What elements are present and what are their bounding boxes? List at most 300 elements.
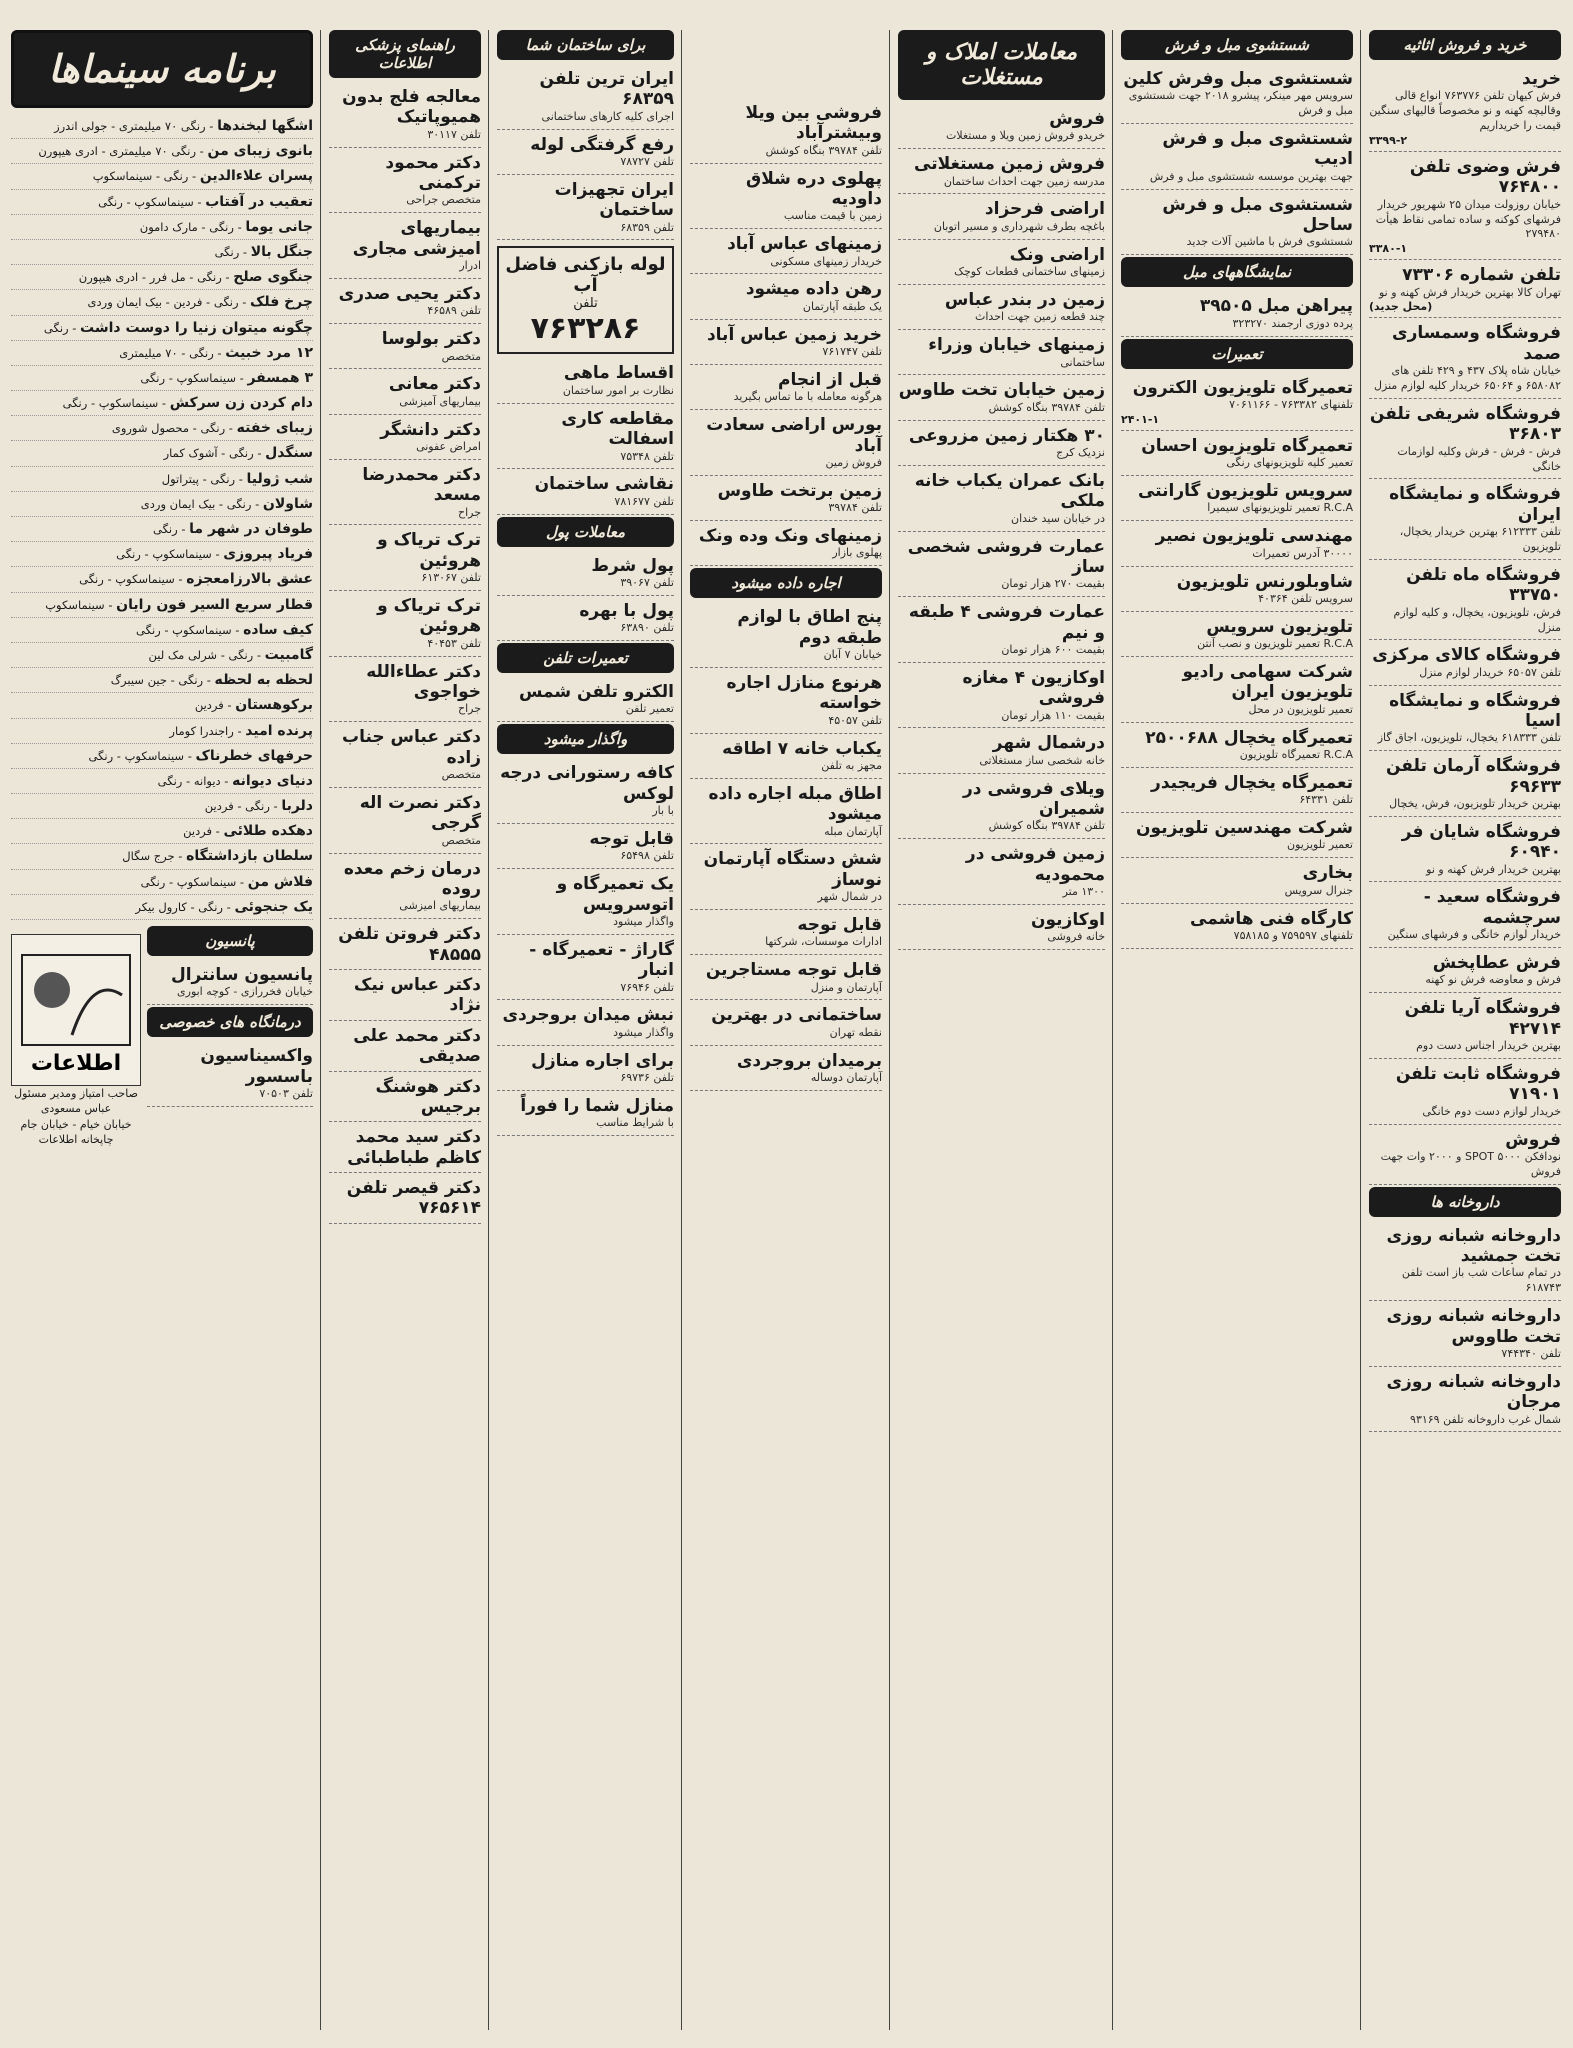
film-listing bbox=[11, 819, 313, 844]
logo-illustration-icon bbox=[12, 935, 140, 1083]
ad-title: زمین در بندر عباس bbox=[944, 289, 1105, 310]
ad-title: بورس اراضی سعادت آباد bbox=[706, 415, 882, 456]
ad-body: تلفنهای ۷۶۳۳۸۲ - ۷۰۶۱۱۶۶ bbox=[1229, 397, 1353, 411]
ad-body: تلفن ۳۹۷۸۴ بنگاه کوشش bbox=[765, 143, 882, 157]
ad-body: آپارتمان مبله bbox=[824, 824, 882, 838]
ad-body: تلفن ۶۳۸۹۰ bbox=[620, 621, 674, 635]
ad-body: باغچه بطرف شهرداری و مسیر اتوبان bbox=[933, 219, 1105, 233]
ad bbox=[898, 468, 1105, 532]
column-construction bbox=[493, 30, 678, 2030]
ad-body: خیابان روزولت میدان ۲۵ شهریور خریدار فرشهای کوکنه و ساده تمامی نقاط هیأت ۲۷۹۴۸۰ bbox=[1375, 197, 1561, 241]
ad-title: دکتر فروتن تلفن ۴۸۵۵۵ bbox=[338, 924, 481, 965]
ad bbox=[690, 322, 882, 365]
ad-title: فروش bbox=[1049, 109, 1105, 129]
column-divider bbox=[1112, 30, 1113, 2030]
ad-title: تعمیرگاه یخچال فریجیدر bbox=[1151, 772, 1353, 793]
ad bbox=[497, 598, 674, 641]
ad-title: کارگاه فنی هاشمی bbox=[1190, 908, 1353, 929]
ad bbox=[1121, 192, 1353, 256]
ad bbox=[329, 790, 481, 854]
film-title: شب ژولیا bbox=[246, 470, 313, 487]
ad-body: سرویس تلفن ۴۰۳۶۴ bbox=[1258, 591, 1353, 605]
ad bbox=[329, 84, 481, 148]
ad bbox=[329, 1175, 481, 1224]
section-header-construction: برای ساختمان شما bbox=[497, 30, 674, 60]
ad-body: تلفن ۳۹۷۸۴ بنگاه کوشش bbox=[988, 400, 1105, 414]
ad bbox=[1121, 906, 1353, 949]
film-title: ۱۲ مرد خبیث bbox=[225, 344, 313, 361]
ad-body: مجهز به تلفن bbox=[821, 758, 882, 772]
ad bbox=[1369, 562, 1561, 640]
ad-title: درشمال شهر bbox=[992, 733, 1105, 754]
film-listing bbox=[11, 391, 313, 416]
film-title: زیبای خفته bbox=[236, 420, 313, 437]
film-details: - رنگی - جین سیبرگ bbox=[110, 673, 215, 688]
logo-text: اطلاعات bbox=[30, 1051, 122, 1076]
ad-title: دکتر عطاءالله خواجوی bbox=[366, 661, 481, 703]
ad-title: مهندسی تلویزیون نصیر bbox=[1155, 526, 1353, 547]
ad-body: در تمام ساعات شب باز است تلفن ۶۱۸۷۴۳ bbox=[1401, 1266, 1561, 1295]
film-details: - رنگی - بیک ایمان وردی bbox=[140, 496, 263, 511]
ad-list bbox=[497, 553, 674, 641]
ad-list bbox=[898, 106, 1105, 950]
film-listing bbox=[11, 114, 313, 139]
ad-title: پهلوی دره شلاق داودیه bbox=[746, 168, 882, 210]
ad bbox=[329, 215, 481, 279]
ad bbox=[1369, 481, 1561, 559]
ad-title: تلفن شماره ۷۳۳۰۶ bbox=[1402, 265, 1561, 286]
ad-body: اجرای کلیه کارهای ساختمانی bbox=[541, 109, 674, 123]
ad bbox=[690, 231, 882, 274]
ad-title: ویلای فروشی در شمیران bbox=[963, 778, 1105, 819]
ad-title: اراضی ونک bbox=[1009, 244, 1105, 265]
ad-title: فروشگاه شریفی تلفن ۳۶۸۰۳ bbox=[1369, 403, 1561, 445]
ad-title: ۳۰ هکتار زمین مزروعی bbox=[908, 425, 1105, 446]
ad bbox=[329, 462, 481, 526]
ad-body: متخصص جراحی bbox=[406, 193, 481, 207]
section-header-rent: اجاره داده میشود bbox=[690, 568, 882, 598]
section-header-money: معاملات پول bbox=[497, 517, 674, 547]
ad bbox=[690, 100, 882, 164]
ad-title: برای اجاره منازل bbox=[531, 1050, 674, 1071]
ad bbox=[1369, 1369, 1561, 1433]
ad-body: بقیمت ۱۱۰ هزار تومان bbox=[1001, 708, 1105, 722]
ad bbox=[898, 599, 1105, 663]
ad-title: برمیدان بروجردی bbox=[736, 1050, 882, 1071]
ad bbox=[329, 281, 481, 324]
film-details: - رنگی - مارک دامون bbox=[139, 219, 246, 234]
ad-title: شاوبلورنس تلویزیون bbox=[1176, 571, 1353, 592]
film-details: - سینماسکوپ - رنگی bbox=[88, 748, 196, 763]
ad bbox=[898, 242, 1105, 285]
ad-body: بهترین خریدار اجناس دست دوم bbox=[1416, 1039, 1561, 1053]
section-header-phone-repair: تعمیرات تلفن bbox=[497, 643, 674, 673]
ad bbox=[1121, 66, 1353, 124]
ad-body: تلفن ۷۰۵۰۳ bbox=[259, 1087, 313, 1101]
film-listing bbox=[11, 693, 313, 718]
film-title: سنگدل bbox=[265, 445, 313, 462]
section-header-real-estate: معاملات املاک و مستغلات bbox=[898, 30, 1105, 100]
ad-body: تلفن ۳۹۷۸۴ بنگاه کوشش bbox=[988, 819, 1105, 833]
ad-body: تعمیر تلویزیون bbox=[1287, 838, 1353, 852]
ad-body: تعمیر کلیه تلویزیونهای رنگی bbox=[1226, 456, 1353, 470]
ad-title: یکباب خانه ۷ اطاقه bbox=[722, 738, 882, 759]
ad-body: خریدار زمینهای مسکونی bbox=[770, 254, 882, 268]
film-details: - سینماسکوپ - رنگی bbox=[98, 194, 206, 209]
ad bbox=[329, 1124, 481, 1173]
ad bbox=[1369, 753, 1561, 817]
ad-body: خیابان ۷ آبان bbox=[823, 648, 882, 662]
ad-title: نقاشی ساختمان bbox=[534, 474, 674, 495]
ad bbox=[898, 534, 1105, 598]
ad bbox=[329, 921, 481, 970]
film-title: ۳ همسفر bbox=[247, 369, 313, 386]
ad-title: زمینهای خیابان وزراء bbox=[928, 335, 1105, 356]
ad-body: بقیمت ۲۷۰ هزار تومان bbox=[1001, 577, 1105, 591]
ad-list bbox=[497, 66, 674, 240]
ad-list bbox=[1121, 375, 1353, 949]
ad bbox=[497, 760, 674, 824]
ad-title: منازل شما را فوراً bbox=[520, 1095, 674, 1116]
film-title: جنگوی صلح bbox=[233, 269, 313, 286]
ad-list bbox=[497, 760, 674, 1136]
ad-body: فرش کیهان تلفن ۷۶۳۷۷۶ انواع قالی وقالیچه کهنه و نو مخصوصاً قالیهای سنگین قیمت را خریداریم bbox=[1369, 89, 1561, 133]
column-real-estate bbox=[894, 30, 1109, 2030]
ad-title: پنج اطاق با لوازم طبقه دوم bbox=[737, 607, 882, 648]
section-header-household: خرید و فروش اثاثیه bbox=[1369, 30, 1561, 60]
ad-body: چند قطعه زمین جهت احداث bbox=[975, 310, 1105, 324]
ad-body: نودافکن SPOT ۵۰۰۰ و ۲۰۰۰ وات جهت فروش bbox=[1380, 1149, 1561, 1178]
ad bbox=[1121, 126, 1353, 190]
ad-body: فرش و معاوضه فرش نو کهنه bbox=[1425, 973, 1561, 987]
column-repairs bbox=[1117, 30, 1357, 2030]
ad bbox=[329, 527, 481, 591]
film-title: فلاش من bbox=[247, 873, 313, 890]
ad-title: اوکازیون bbox=[1030, 909, 1105, 930]
ad bbox=[497, 937, 674, 1001]
ad-body: خیابان فخررازی - کوچه ابوری bbox=[177, 985, 313, 999]
ad-title: دکتر قیصر تلفن ۷۶۵۶۱۴ bbox=[346, 1178, 481, 1219]
ad-title: دکتر معانی bbox=[388, 374, 481, 395]
film-title: تعقیب در آفتاب bbox=[205, 193, 313, 210]
ad-list bbox=[690, 100, 882, 566]
film-title: اشگها لبخندها bbox=[217, 118, 313, 134]
ad-title: تلویزیون سرویس bbox=[1206, 616, 1353, 637]
ad-body: یک طبقه آپارتمان bbox=[802, 299, 882, 313]
column-medical bbox=[325, 30, 485, 2030]
ad bbox=[690, 846, 882, 910]
ad-title: ترک تریاک و هروئین bbox=[377, 596, 481, 637]
ad-title: اراضی فرحزاد bbox=[984, 199, 1105, 220]
ad bbox=[898, 106, 1105, 149]
ad bbox=[329, 972, 481, 1021]
ad-body: تلفن ۶۱۸۳۳۳ یخچال، تلویزیون، اجاق گاز bbox=[1377, 731, 1561, 745]
ad bbox=[497, 679, 674, 722]
ad-body: فرش، تلویزیون، یخچال، و کلیه لوازم منزل bbox=[1393, 605, 1561, 634]
film-details: - رنگی - آشوک کمار bbox=[163, 446, 266, 461]
film-details: - رنگی - فردین - بیک ایمان وردی bbox=[87, 295, 251, 310]
ad-body: فروش زمین bbox=[825, 455, 882, 469]
ad-title: خرید bbox=[1521, 69, 1561, 89]
ad bbox=[1369, 1223, 1561, 1301]
ad bbox=[1369, 401, 1561, 479]
film-details: - رنگی - ۷۰ میلیمتری bbox=[119, 345, 226, 360]
film-title: یک جنجوئی bbox=[234, 898, 313, 915]
ad-body: تلفن ۷۶۱۷۴۷ bbox=[822, 345, 882, 359]
ad-title: فروشگاه و نمایشگاه اسیا bbox=[1389, 690, 1561, 731]
ad-title: شستشوی مبل وفرش کلین bbox=[1123, 69, 1353, 89]
ad-title: تعمیرگاه یخچال ۲۵۰۰۶۸۸ bbox=[1145, 727, 1353, 748]
ad-body: هرگونه معامله با ما تماس بگیرید bbox=[733, 390, 882, 404]
ad-title: فرش وضوی تلفن ۷۶۴۸۰۰ bbox=[1409, 156, 1561, 198]
ad-list bbox=[1121, 293, 1353, 336]
ad bbox=[1121, 725, 1353, 768]
ad-body: امراض عفونی bbox=[416, 439, 481, 453]
ad-title: خرید زمین عباس آباد bbox=[706, 324, 882, 345]
ad-body: تلفن ۶۵۴۹۸ bbox=[620, 849, 674, 863]
ad-body: تلفن ۷۴۴۳۴۰ bbox=[1501, 1346, 1561, 1360]
masthead-footer bbox=[11, 1086, 141, 1148]
film-details: - رنگی bbox=[43, 320, 81, 335]
ad-title: فروشگاه ماه تلفن ۳۳۷۵۰ bbox=[1406, 564, 1561, 606]
ad bbox=[1121, 478, 1353, 521]
masthead-line: عباس مسعودی bbox=[40, 1102, 112, 1116]
ad bbox=[329, 417, 481, 460]
ad-body: خانه شخصی ساز مستغلاتی bbox=[979, 753, 1105, 767]
ad bbox=[329, 1023, 481, 1072]
ad-title: قابل توجه bbox=[589, 828, 674, 849]
film-listing bbox=[11, 164, 313, 189]
ad-title: ساختمانی در بهترین bbox=[711, 1005, 882, 1026]
film-title: سلطان بازداشتگاه bbox=[186, 848, 313, 865]
ad-title: مقاطعه کاری اسفالت bbox=[561, 408, 674, 450]
film-details: - سینماسکوپ - رنگی bbox=[62, 396, 170, 411]
ad-title: رهن داده میشود bbox=[745, 279, 882, 300]
ad-body: تلفن ۷۵۳۴۸ bbox=[620, 449, 674, 463]
ad-body: ادرار bbox=[459, 259, 481, 273]
film-details: - سینماسکوپ - رنگی bbox=[140, 370, 248, 385]
newspaper-logo bbox=[11, 934, 141, 1086]
ad-body: تلفن ۷۸۷۲۷ bbox=[620, 155, 674, 169]
ad bbox=[690, 523, 882, 566]
ad bbox=[1369, 884, 1561, 948]
section-header-medical: راهنمای پزشکی اطلاعات bbox=[329, 30, 481, 78]
ad bbox=[690, 957, 882, 1000]
ad-body: خانه فروشی bbox=[1047, 930, 1105, 944]
ad-title: دکتر محمدرضا مسعد bbox=[362, 464, 481, 506]
film-details: - فردین bbox=[194, 698, 236, 713]
ad bbox=[497, 177, 674, 241]
ad-title: پانسیون سانترال bbox=[170, 965, 313, 985]
ad-body: جراح bbox=[457, 702, 481, 716]
film-details: - رنگی bbox=[214, 244, 251, 259]
ad bbox=[1121, 614, 1353, 657]
ad-title: قبل از انجام bbox=[777, 369, 882, 390]
film-details: - جرج سگال bbox=[122, 849, 187, 864]
film-details: - رنگی bbox=[152, 522, 190, 536]
ad bbox=[497, 1002, 674, 1045]
ad bbox=[690, 1048, 882, 1091]
ad bbox=[690, 276, 882, 319]
ad-list bbox=[690, 604, 882, 1091]
column-divider bbox=[1360, 30, 1361, 2030]
ad bbox=[329, 593, 481, 657]
ad-title: شستشوی مبل و فرش ساحل bbox=[1162, 194, 1353, 236]
ad bbox=[690, 367, 882, 410]
pension-box bbox=[147, 926, 313, 1148]
film-title: دام کردن زن سرکش bbox=[169, 395, 313, 412]
ad-title: درمان زخم معده روده bbox=[343, 858, 481, 899]
film-title: دلربا bbox=[281, 798, 313, 815]
ad-title: الکترو تلفن شمس bbox=[518, 682, 674, 703]
ad-body: پهلوی بازار bbox=[832, 546, 882, 560]
ad bbox=[1121, 433, 1353, 476]
ad bbox=[497, 826, 674, 869]
ad-body: پرده دوزی ارجمند ۳۲۳۲۷۰ bbox=[1232, 316, 1353, 330]
column-cinemas bbox=[7, 30, 317, 2030]
ad-body: تلفن ۷۶۹۴۶ bbox=[620, 980, 674, 994]
ad-title: پول با بهره bbox=[579, 600, 674, 621]
ad-title: اقساط ماهی bbox=[563, 363, 674, 384]
film-details: - سینماسکوپ - رنگی bbox=[140, 874, 248, 889]
film-listing bbox=[11, 441, 313, 466]
ad-body: تعمیر تلفن bbox=[625, 702, 674, 716]
film-listing bbox=[11, 668, 313, 693]
ad-body: R.C.A تعمیر تلویزیونهای سیمیرا bbox=[1207, 501, 1353, 515]
box-line-2: تلفن bbox=[573, 296, 598, 312]
section-header-cinemas: برنامه سینماها bbox=[11, 30, 313, 108]
ad-body: نظارت بر امور ساختمان bbox=[562, 383, 674, 397]
ad-body: سرویس مهر مینکر، پیشرو ۲۰۱۸ جهت شستشوی مبل و فرش bbox=[1128, 89, 1353, 118]
masthead-box bbox=[11, 926, 141, 1148]
film-details: - فردین bbox=[183, 824, 224, 839]
ad-title: ایران تجهیزات ساختمان bbox=[554, 179, 674, 221]
ad-title: شرکت مهندسین تلویزیون bbox=[1136, 818, 1353, 839]
ad-title: دکتر عباس جناب زاده bbox=[341, 727, 481, 768]
ad bbox=[1121, 293, 1353, 336]
column-divider bbox=[681, 30, 682, 2030]
film-listing bbox=[11, 794, 313, 819]
ad bbox=[690, 736, 882, 779]
ad bbox=[898, 196, 1105, 239]
ad-body: با بار bbox=[652, 804, 674, 818]
ad-title: نبش میدان بروجردی bbox=[502, 1005, 674, 1026]
film-listing bbox=[11, 492, 313, 517]
ad-body: متخصص bbox=[441, 349, 481, 363]
ad-title: سرویس تلویزیون گارانتی bbox=[1137, 481, 1353, 502]
ad-title: بخاری bbox=[1302, 863, 1353, 884]
ad-list bbox=[497, 406, 674, 515]
ad-body: ادارات موسسات، شرکتها bbox=[765, 935, 882, 949]
ad-body: تلفن ۳۹۷۸۴ bbox=[828, 501, 882, 515]
ad-title: زمینهای عباس آباد bbox=[727, 234, 882, 255]
film-listing bbox=[11, 542, 313, 567]
ad-body: نقطه تهران bbox=[829, 1025, 882, 1039]
ad-body: بیماریهای امیزشی bbox=[399, 899, 481, 913]
ad-title: پیراهن مبل ۳۹۵۰۵ bbox=[1199, 296, 1353, 317]
film-listing bbox=[11, 290, 313, 315]
film-listing bbox=[11, 719, 313, 744]
ad bbox=[1369, 642, 1561, 685]
film-title: دهکده طلائی bbox=[223, 823, 313, 840]
ad-body: شمال غرب داروخانه تلفن ۹۳۱۶۹ bbox=[1410, 1412, 1561, 1426]
ad-title: شستشوی مبل و فرش ادیب bbox=[1162, 129, 1353, 170]
film-title: دنیای دیوانه bbox=[232, 772, 313, 789]
film-listing bbox=[11, 618, 313, 643]
ad-body: تلفن ۶۹۷۳۶ bbox=[620, 1071, 674, 1085]
ad bbox=[1369, 688, 1561, 752]
ad-title: دکتر یحیی صدری bbox=[338, 283, 481, 304]
ad-body: واگذار میشود bbox=[613, 914, 674, 928]
ad-title: فرش عطاپخش bbox=[1432, 953, 1561, 974]
ad-title: رفع گرفتگی لوله bbox=[530, 134, 674, 155]
section-header-clinics: درمانگاه های خصوصی bbox=[147, 1007, 313, 1037]
ad-body: نزدیک کرج bbox=[1056, 446, 1105, 460]
ad-title: فروشگاه ثابت تلفن ۷۱۹۰۱ bbox=[1395, 1063, 1561, 1105]
ad-code: ۳۳۸۰-۱ bbox=[1369, 242, 1408, 256]
film-title: فریاد پیروزی bbox=[223, 546, 313, 563]
film-title: پسران علاءالدین bbox=[199, 168, 313, 185]
film-listing bbox=[11, 744, 313, 769]
ad-body: شستشوی فرش با ماشین آلات جدید bbox=[1186, 235, 1353, 249]
film-title: قطار سریع السیر فون رایان bbox=[116, 596, 313, 613]
ad-body: خریدو فروش زمین ویلا و مستغلات bbox=[946, 129, 1105, 143]
ad-body: R.C.A تعمیر تلویزیون و نصب آنتن bbox=[1197, 637, 1353, 651]
pipe-cleaning-ad-box bbox=[497, 246, 674, 354]
ad-body: زمینهای ساختمانی قطعات کوچک bbox=[954, 265, 1105, 279]
ad-title: معالجه فلج بدون همیوپاتیک bbox=[342, 87, 481, 128]
ad-body: ۳۰۰۰۰ آدرس تعمیرات bbox=[1252, 546, 1353, 560]
ad-body: خریدار لوازم دست دوم خانگی bbox=[1422, 1104, 1561, 1118]
ad-title: ترک تریاک و هروئین bbox=[377, 530, 481, 571]
ad bbox=[898, 841, 1105, 905]
ad-title: فروشگاه آرمان تلفن ۶۹۶۳۳ bbox=[1385, 756, 1561, 797]
column-divider bbox=[488, 30, 489, 2030]
ad bbox=[329, 724, 481, 788]
ad bbox=[329, 659, 481, 723]
ad bbox=[690, 478, 882, 521]
ad-title: کافه رستورانی درجه لوکس bbox=[500, 763, 674, 804]
ad bbox=[497, 66, 674, 130]
ad bbox=[497, 360, 674, 403]
bottom-boxes bbox=[11, 926, 313, 1148]
ad-title: یک تعمیرگاه و اتوسرویس bbox=[556, 874, 674, 915]
ad-body: خریدار لوازم خانگی و فرشهای سنگین bbox=[1387, 928, 1561, 942]
film-details: - رنگی - مل فرر - ادری هیپورن bbox=[78, 270, 234, 285]
film-listing bbox=[11, 643, 313, 668]
ad bbox=[497, 553, 674, 596]
ad bbox=[1369, 66, 1561, 152]
box-phone: ۷۶۳۲۸۶ bbox=[530, 311, 641, 347]
ad bbox=[497, 871, 674, 935]
ad bbox=[329, 326, 481, 369]
ad bbox=[1369, 1061, 1561, 1125]
ad-code: ۳۳۹۹-۲ bbox=[1369, 133, 1408, 147]
ad bbox=[1369, 1303, 1561, 1367]
ad-title: دکتر عباس نیک نژاد bbox=[353, 974, 481, 1016]
ad bbox=[1121, 523, 1353, 566]
section-header-repairs: تعمیرات bbox=[1121, 339, 1353, 369]
film-listing bbox=[11, 467, 313, 492]
section-header-pension: پانسیون bbox=[147, 926, 313, 956]
ad-title: فروشگاه کالای مرکزی bbox=[1372, 645, 1561, 666]
column-property bbox=[686, 30, 886, 2030]
ad-title: بیماریهای امیزشی مجاری bbox=[352, 218, 481, 259]
film-details: - سینماسکوپ - رنگی bbox=[136, 622, 244, 637]
ad-title: دکتر محمد علی صدیقی bbox=[353, 1025, 481, 1067]
ad bbox=[898, 423, 1105, 466]
film-listing bbox=[11, 517, 313, 542]
